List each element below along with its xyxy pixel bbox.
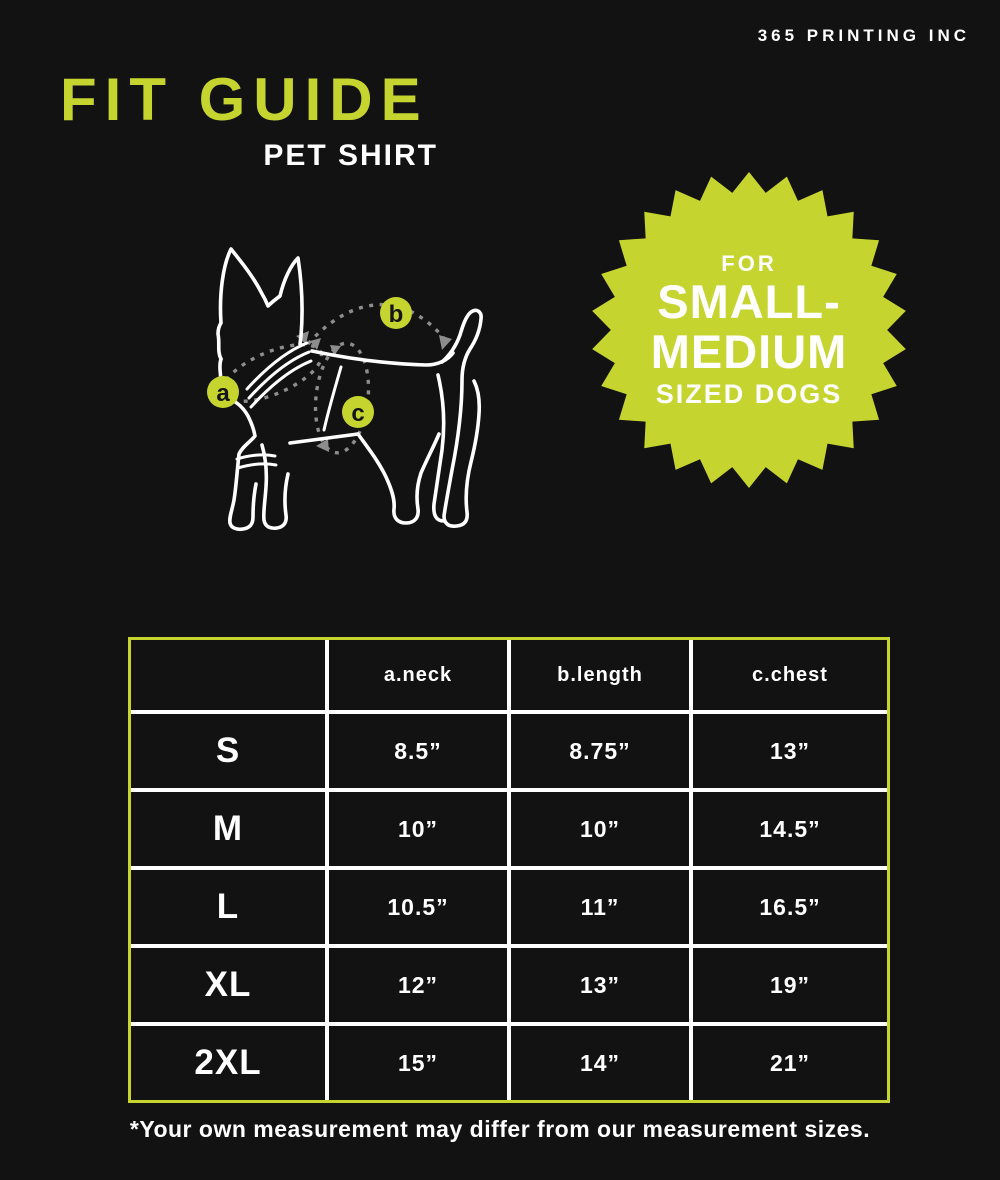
shirt-hem-line	[324, 367, 341, 430]
point-a-label: a	[216, 380, 230, 407]
dog-head-outline	[218, 249, 302, 359]
table-header-length: b.length	[511, 640, 689, 710]
arrowhead	[439, 335, 452, 350]
neck-value: 12”	[329, 948, 507, 1022]
measurement-point-b	[380, 297, 412, 329]
size-label: S	[131, 714, 325, 788]
page-title: FIT GUIDE	[60, 66, 429, 133]
badge-line-small: SMALL-	[657, 275, 841, 329]
shirt-sleeve-cuff-line	[238, 464, 276, 468]
size-label: XL	[131, 948, 325, 1022]
chest-value: 16.5”	[693, 870, 887, 944]
measurement-disclaimer: *Your own measurement may differ from our measurement sizes.	[129, 1116, 871, 1142]
length-value: 13”	[511, 948, 689, 1022]
size-label: M	[131, 792, 325, 866]
point-b-label: b	[388, 301, 404, 328]
chest-value: 21”	[693, 1026, 887, 1100]
chest-value: 13”	[693, 714, 887, 788]
dog-measurement-diagram	[190, 240, 510, 550]
length-value: 8.75”	[511, 714, 689, 788]
size-label: 2XL	[131, 1026, 325, 1100]
page-subtitle: PET SHIRT	[263, 139, 438, 172]
arrowhead	[310, 338, 321, 350]
dog-hindleg-outline	[358, 434, 439, 523]
shirt-sleeve-cuff-line	[237, 455, 275, 459]
neck-value: 10”	[329, 792, 507, 866]
small-medium-dogs-badge	[590, 170, 908, 490]
size-label: L	[131, 870, 325, 944]
badge-line-for: FOR	[721, 250, 777, 276]
chest-value: 19”	[693, 948, 887, 1022]
badge-line-medium: MEDIUM	[650, 325, 848, 379]
measurement-point-c	[342, 396, 374, 428]
neck-value: 15”	[329, 1026, 507, 1100]
brand-name: 365 PRINTING INC	[757, 26, 970, 45]
measurement-point-a	[207, 376, 239, 408]
table-header-blank	[131, 640, 325, 710]
neck-value: 8.5”	[329, 714, 507, 788]
neck-value: 10.5”	[329, 870, 507, 944]
size-chart-table	[128, 637, 890, 1103]
point-c-label: c	[351, 400, 365, 427]
dog-line-art-icon	[190, 240, 510, 550]
dog-farhindleg-outline	[434, 375, 444, 521]
badge-line-sized-dogs: SIZED DOGS	[655, 379, 843, 410]
chest-value: 14.5”	[693, 792, 887, 866]
length-measure-dashes	[308, 305, 446, 344]
badge-text	[590, 170, 908, 490]
length-value: 10”	[511, 792, 689, 866]
length-value: 11”	[511, 870, 689, 944]
length-value: 14”	[511, 1026, 689, 1100]
table-header-chest: c.chest	[693, 640, 887, 710]
table-header-neck: a.neck	[329, 640, 507, 710]
